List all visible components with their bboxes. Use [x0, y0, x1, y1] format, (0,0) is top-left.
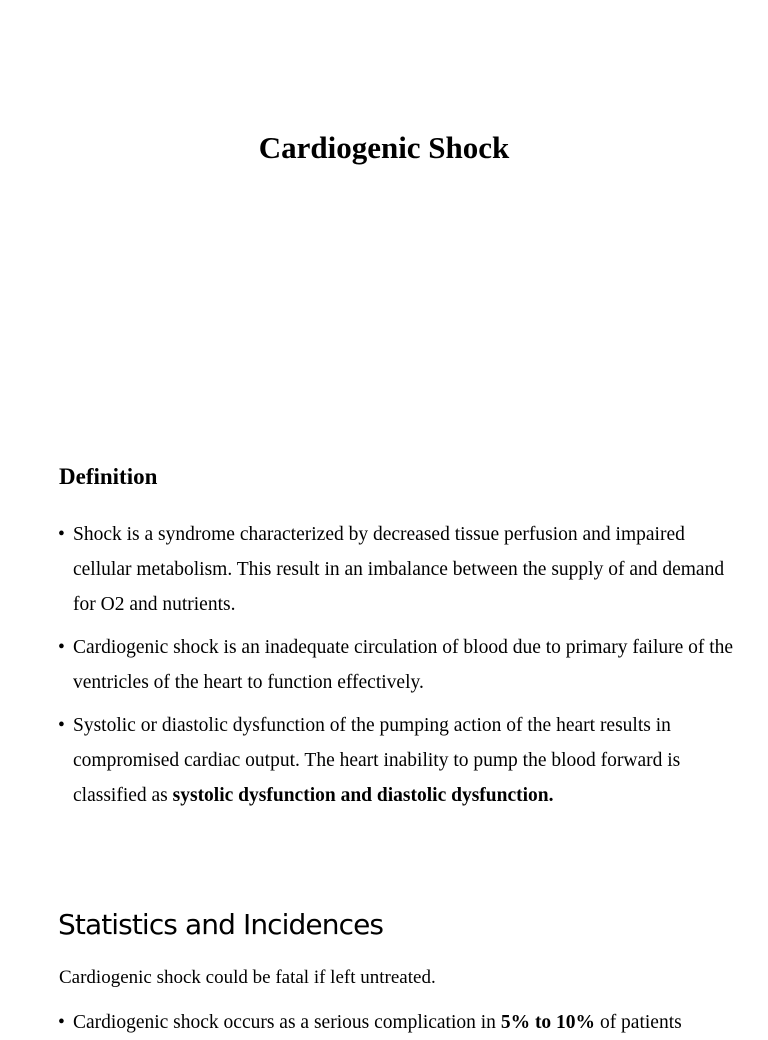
definition-bullet-1	[58, 517, 738, 622]
bullet-text: Cardiogenic shock is an inadequate circulation of blood due to primary failure of the ventricles of the heart to function effectively.	[73, 637, 734, 693]
bullet-text: Cardiogenic shock occurs as a serious complication in	[73, 1012, 501, 1033]
definition-heading: Definition	[59, 464, 158, 489]
page-title: Cardiogenic Shock	[258, 130, 510, 165]
statistics-bullet-1	[58, 1005, 738, 1040]
bullet-marker: •	[58, 1012, 65, 1033]
definition-bullet-3	[58, 708, 738, 813]
statistics-intro: Cardiogenic shock could be fatal if left untreated.	[59, 967, 436, 988]
bullet-marker: •	[58, 637, 65, 658]
bullet-bold-text: systolic dysfunction and diastolic dysfunction.	[172, 785, 554, 806]
bullet-marker: •	[58, 524, 65, 545]
statistics-heading: Statistics and Incidences	[58, 908, 384, 941]
bullet-text-after: of patients	[595, 1012, 682, 1033]
definition-list	[58, 517, 738, 821]
bullet-text: Shock is a syndrome characterized by decreased tissue perfusion and impaired cellular metabolism. This result in an imbalance between the supply of and demand for O2 and nutrients.	[73, 524, 725, 615]
bullet-bold-text: 5% to 10%	[500, 1012, 596, 1033]
statistics-list	[58, 1005, 738, 1040]
bullet-text: Systolic or diastolic dysfunction of the pumping action of the heart results in compromised cardiac output. The heart inability to pump the blood forward is classified as	[73, 715, 681, 806]
definition-bullet-2	[58, 630, 738, 700]
bullet-marker: •	[58, 715, 65, 736]
